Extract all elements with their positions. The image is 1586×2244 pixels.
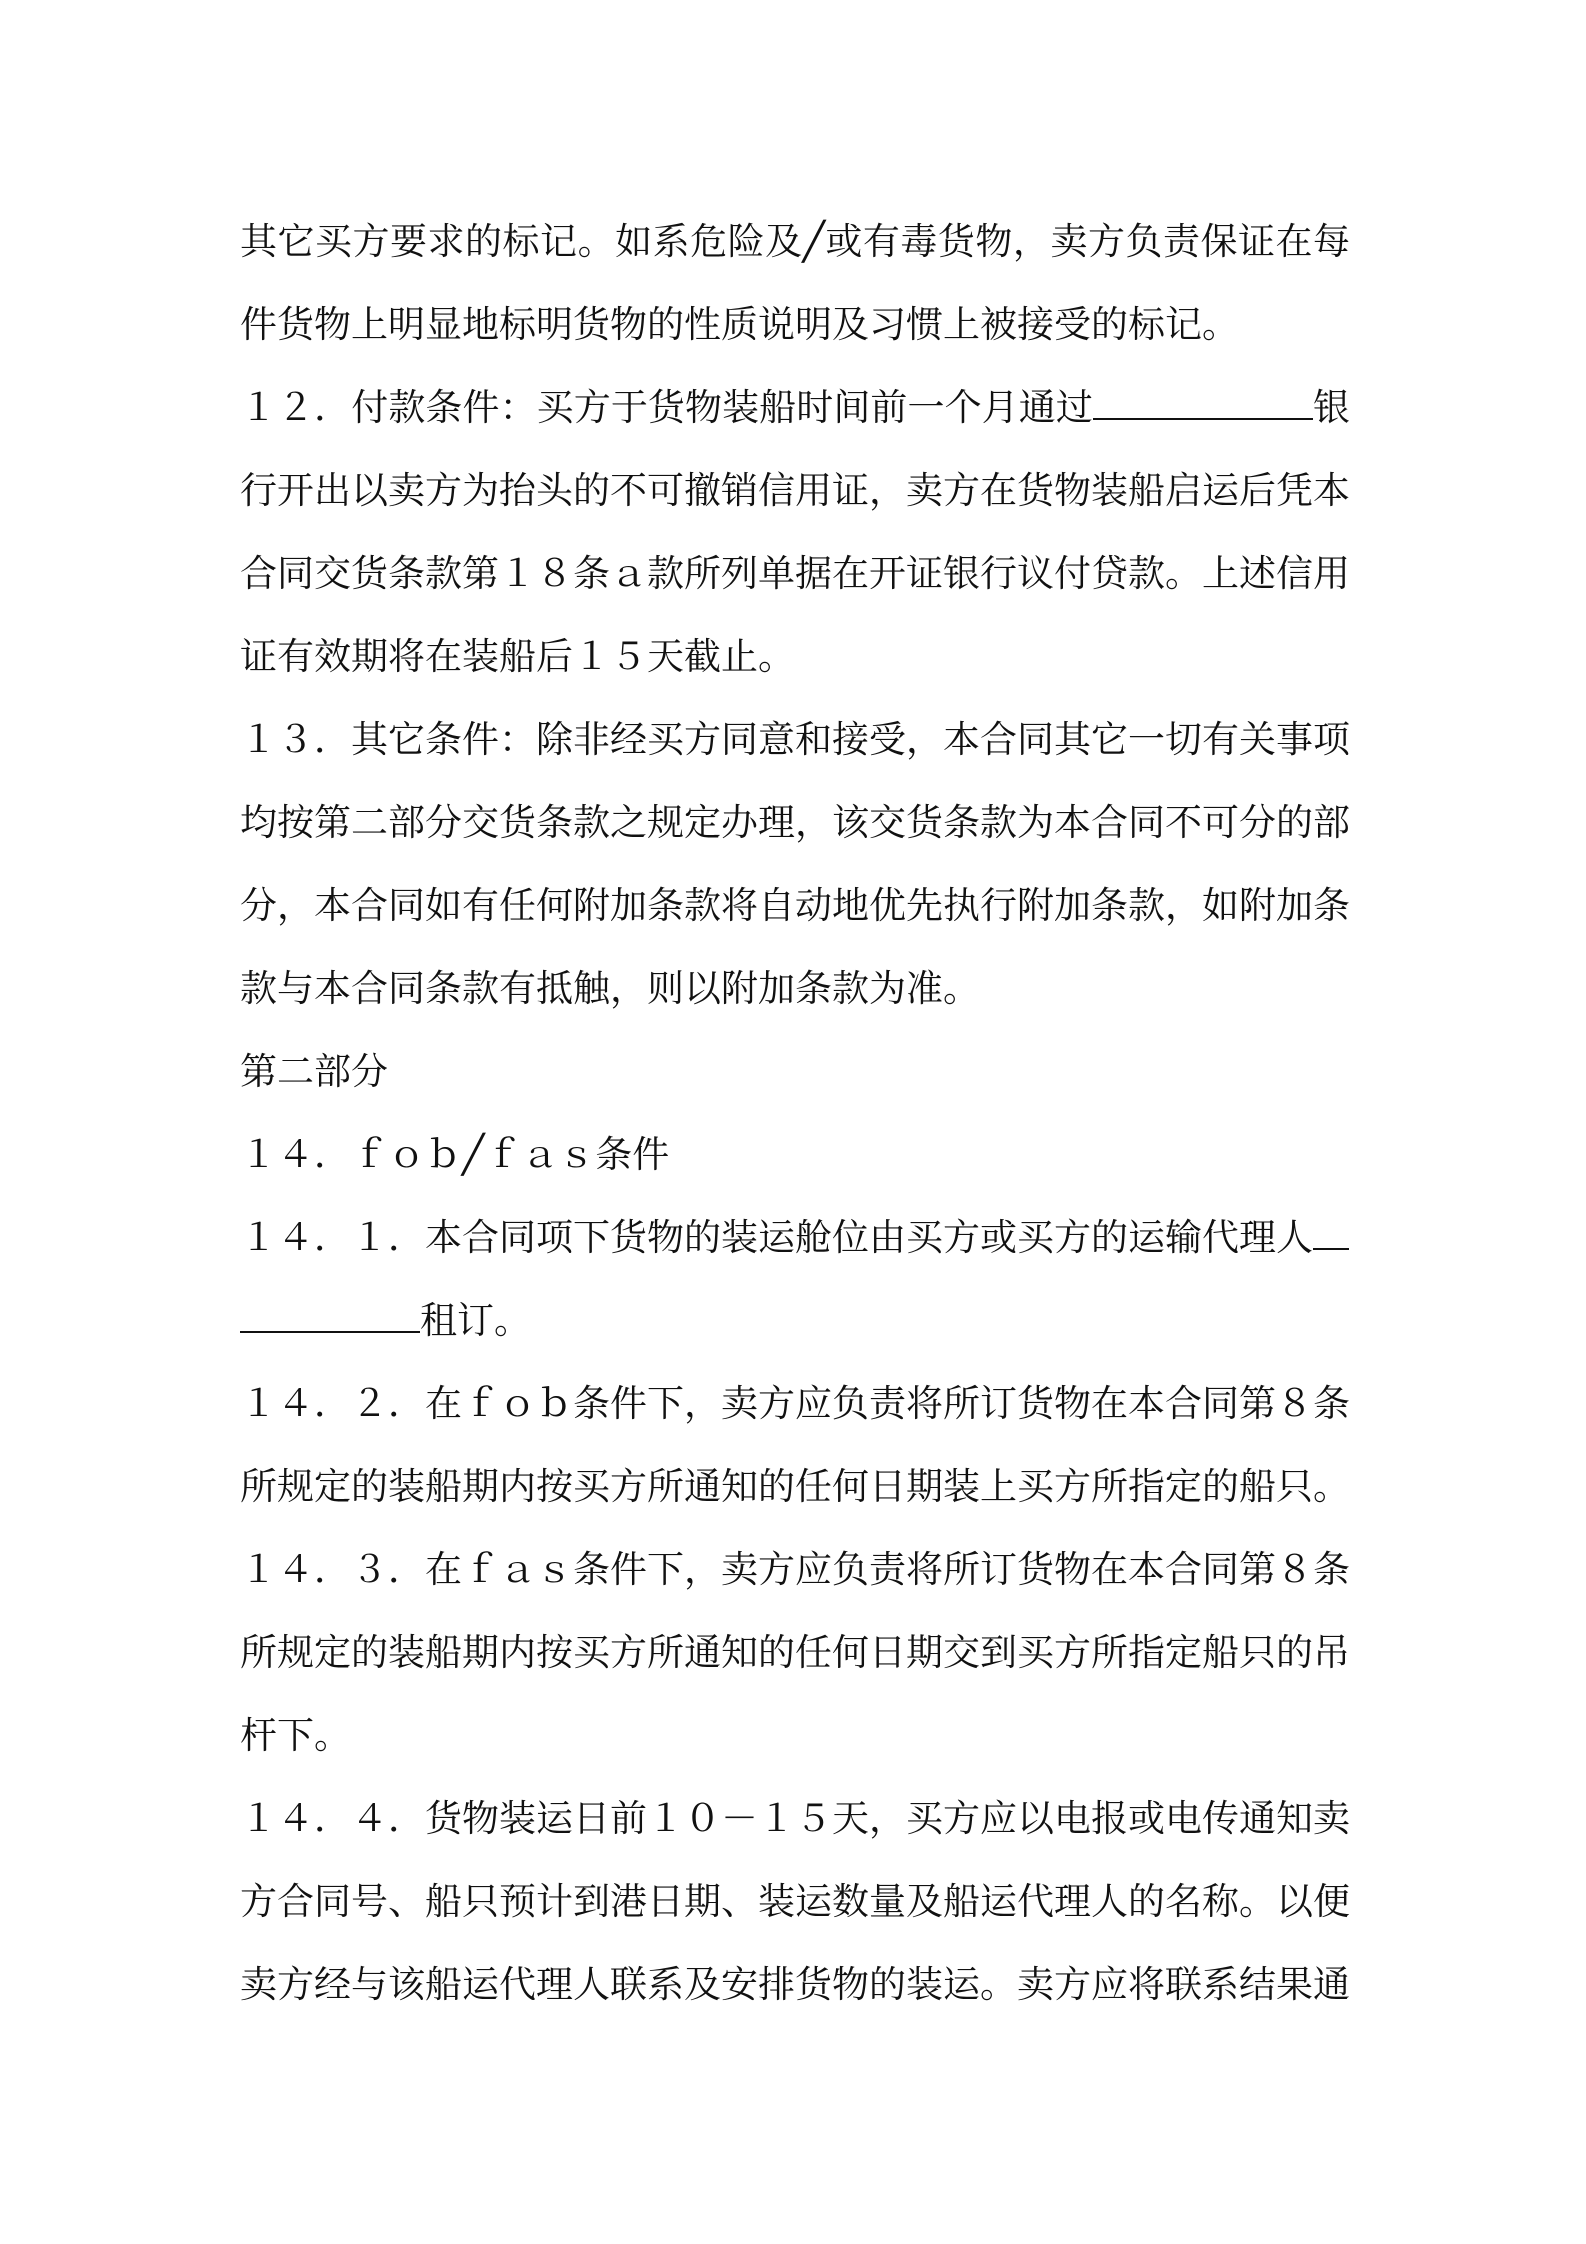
paragraph-14-2: １４．２．在ｆｏｂ条件下，卖方应负责将所订货物在本合同第８条所规定的装船期内按买方所通知的任何日期装上买方所指定的船只。 (240, 1382, 1350, 1508)
paragraph-14-1-text-after: 租订。 (420, 1299, 531, 1342)
paragraph-12-text-before: １２．付款条件：买方于货物装船时间前一个月通过 (240, 386, 1093, 429)
paragraph-12-text-after: 银行开出以卖方为抬头的不可撤销信用证，卖方在货物装船启运后凭本合同交货条款第１８条ａ款所列单据在开证银行议付贷款。上述信用证有效期将在装船后１５天截止。 (240, 386, 1351, 678)
paragraph-14-4: １４．４．货物装运日前１０－１５天，买方应以电报或电传通知卖方合同号、船只预计到港日期、装运数量及船运代理人的名称。以便卖方经与该船运代理人联系及安排货物的装运。卖方应将联系结果通 (240, 1797, 1350, 2006)
paragraph-14-1 (240, 1196, 1350, 1362)
bank-name-blank (1093, 378, 1313, 420)
paragraph-11-continuation: 其它买方要求的标记。如系危险及╱或有毒货物，卖方负责保证在每件货物上明显地标明货物的性质说明及习惯上被接受的标记。 (240, 220, 1350, 346)
paragraph-13-other-conditions: １３．其它条件：除非经买方同意和接受，本合同其它一切有关事项均按第二部分交货条款之规定办理，该交货条款为本合同不可分的部分，本合同如有任何附加条款将自动地优先执行附加条款，如附加条款与本合同条款有抵触，则以附加条款为准。 (240, 718, 1350, 1010)
paragraph-14-3: １４．３．在ｆａｓ条件下，卖方应负责将所订货物在本合同第８条所规定的装船期内按买方所通知的任何日期交到买方所指定船只的吊杆下。 (240, 1548, 1350, 1757)
document-body (240, 200, 1350, 2026)
agent-name-blank-end (240, 1291, 420, 1333)
paragraph-12-payment-terms (240, 366, 1350, 698)
paragraph-14-1-text-before: １４．１．本合同项下货物的装运舱位由买方或买方的运输代理人 (240, 1216, 1313, 1259)
part-two-heading: 第二部分 (240, 1050, 388, 1093)
paragraph-14-heading: １４．ｆｏｂ╱ｆａｓ条件 (240, 1133, 670, 1176)
agent-name-blank-start (1313, 1208, 1349, 1250)
